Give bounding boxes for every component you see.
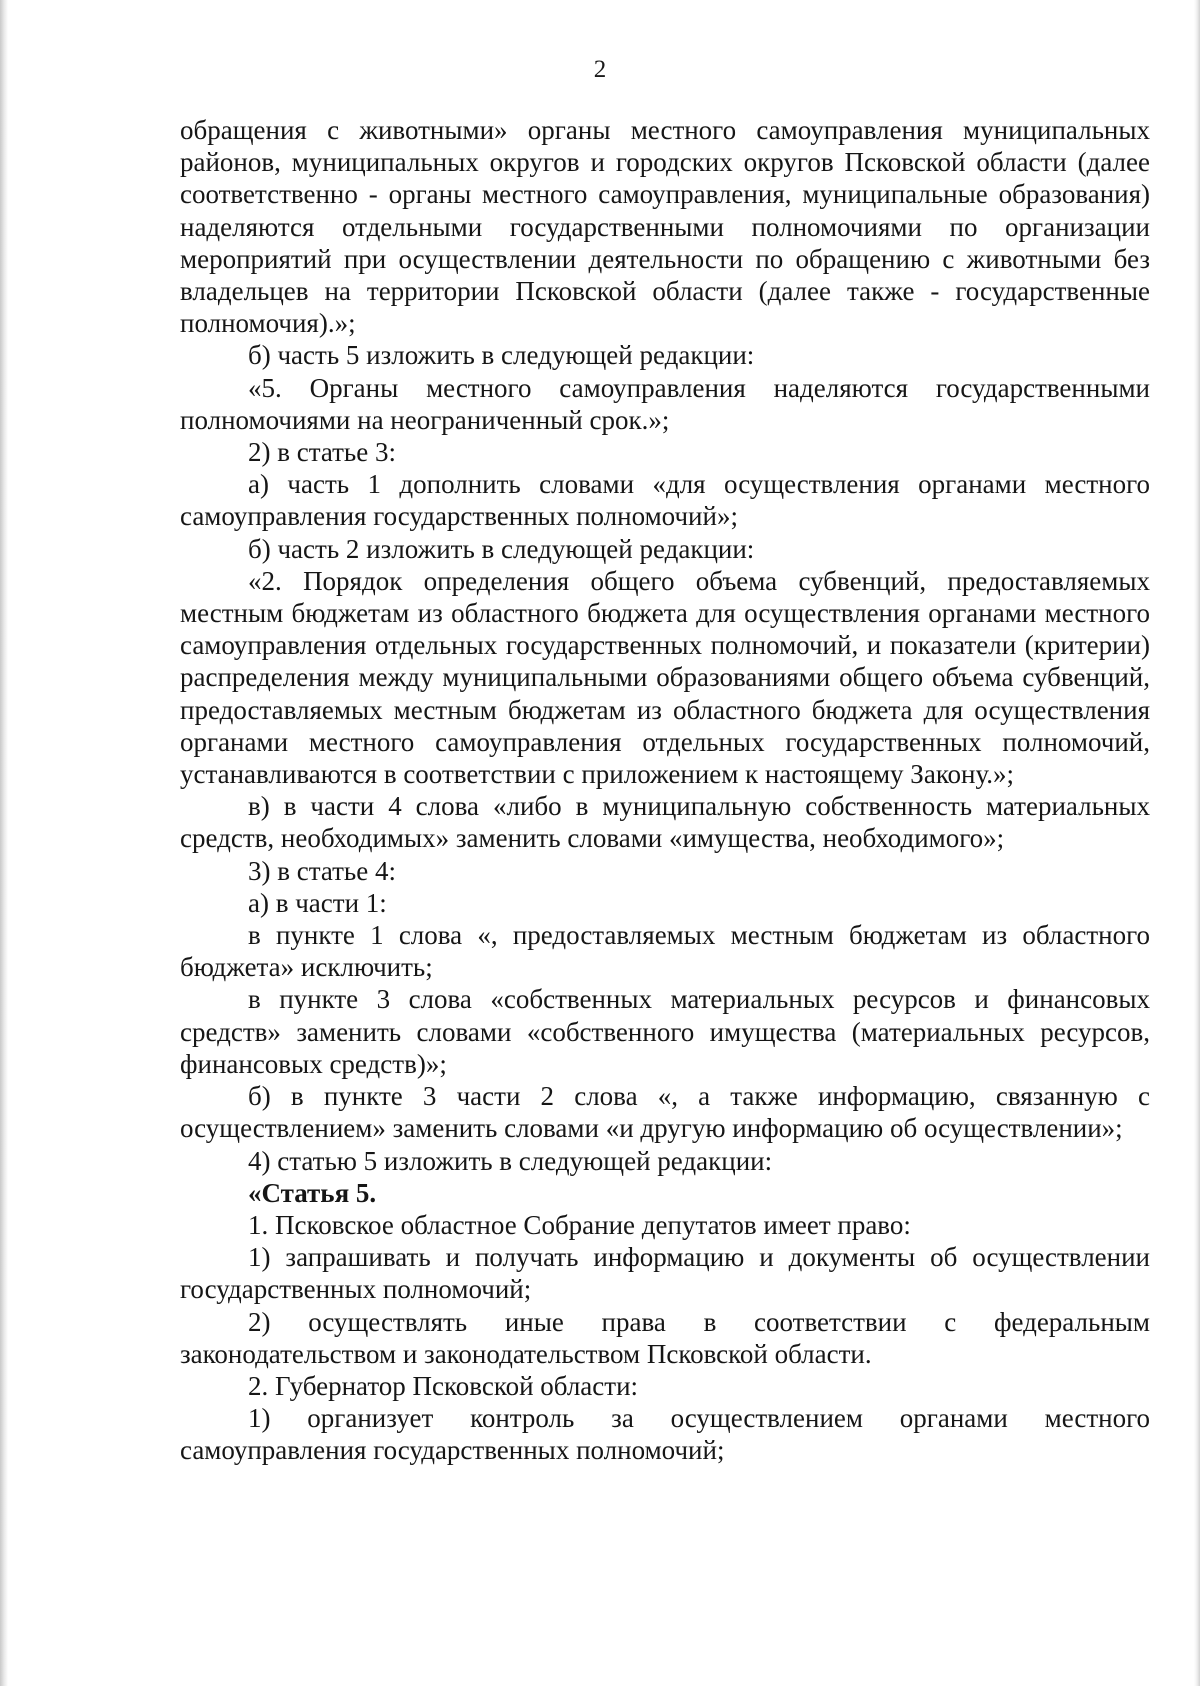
paragraph: в пункте 3 слова «собственных материальных ресурсов и финансовых средств» заменить словами «собственного имущества (материальных ресурсов, финансовых средств)»; [180,984,1150,1079]
paragraph: 2) осуществлять иные права в соответствии с федеральным законодательством и законодательством Псковской области. [180,1306,1150,1369]
paragraph: а) часть 1 дополнить словами «для осуществления органами местного самоуправления государственных полномочий»; [180,469,1150,532]
paragraph: обращения с животными» органы местного самоуправления муниципальных районов, муниципальных округов и городских округов Псковской области (далее соответственно - органы местного самоуправления, муниципальные образования) наделяются отдельными государственными полномочиями по организации мероприятий при осуществлении деятельности по обращению с животными без владельцев на территории Псковской области (далее также - государственные полномочия).»; [180,115,1150,339]
paragraph: 2) в статье 3: [248,437,396,468]
paragraph: 1. Псковское областное Собрание депутатов имеет право: [248,1209,911,1240]
paragraph: 1) запрашивать и получать информацию и документы об осуществлении государственных полномочий; [180,1242,1150,1305]
article-heading-quote: « [248,1177,262,1208]
page-number: 2 [593,56,607,83]
article-heading [180,1177,1150,1209]
scan-edge-right [1194,0,1200,1686]
paragraph: 2. Губернатор Псковской области: [248,1370,639,1401]
paragraph: а) в части 1: [248,887,387,918]
paragraph: 1) организует контроль за осуществлением органами местного самоуправления государственных полномочий; [180,1403,1150,1466]
article-heading-text: Статья 5. [261,1177,377,1208]
paragraph: б) часть 2 изложить в следующей редакции: [248,533,755,564]
paragraph: «2. Порядок определения общего объема субвенций, предоставляемых местным бюджетам из областного бюджета для осуществления органами местного самоуправления отдельных государственных полномочий, и показатели (критерии) распределения между муниципальными образованиями общего объема субвенций, предоставляемых местным бюджетам из областного бюджета для осуществления органами местного самоуправления отдельных государственных полномочий, устанавливаются в соответствии с приложением к настоящему Закону.»; [180,565,1150,790]
paragraph: в) в части 4 слова «либо в муниципальную собственность материальных средств, необходимых» заменить словами «имущества, необходимого»; [180,791,1150,854]
paragraph: в пункте 1 слова «, предоставляемых местным бюджетам из областного бюджета» исключить; [180,920,1150,983]
paragraph: б) часть 5 изложить в следующей редакции: [248,340,755,371]
paragraph: б) в пункте 3 части 2 слова «, а также информацию, связанную с осуществлением» заменить словами «и другую информацию об осуществлении»; [180,1081,1150,1144]
paragraph: 4) статью 5 изложить в следующей редакции: [248,1145,773,1176]
document-body [180,114,1150,1467]
paragraph: «5. Органы местного самоуправления наделяются государственными полномочиями на неограниченный срок.»; [180,372,1150,435]
scan-edge-left [0,0,8,1686]
paragraph: 3) в статье 4: [248,855,396,886]
